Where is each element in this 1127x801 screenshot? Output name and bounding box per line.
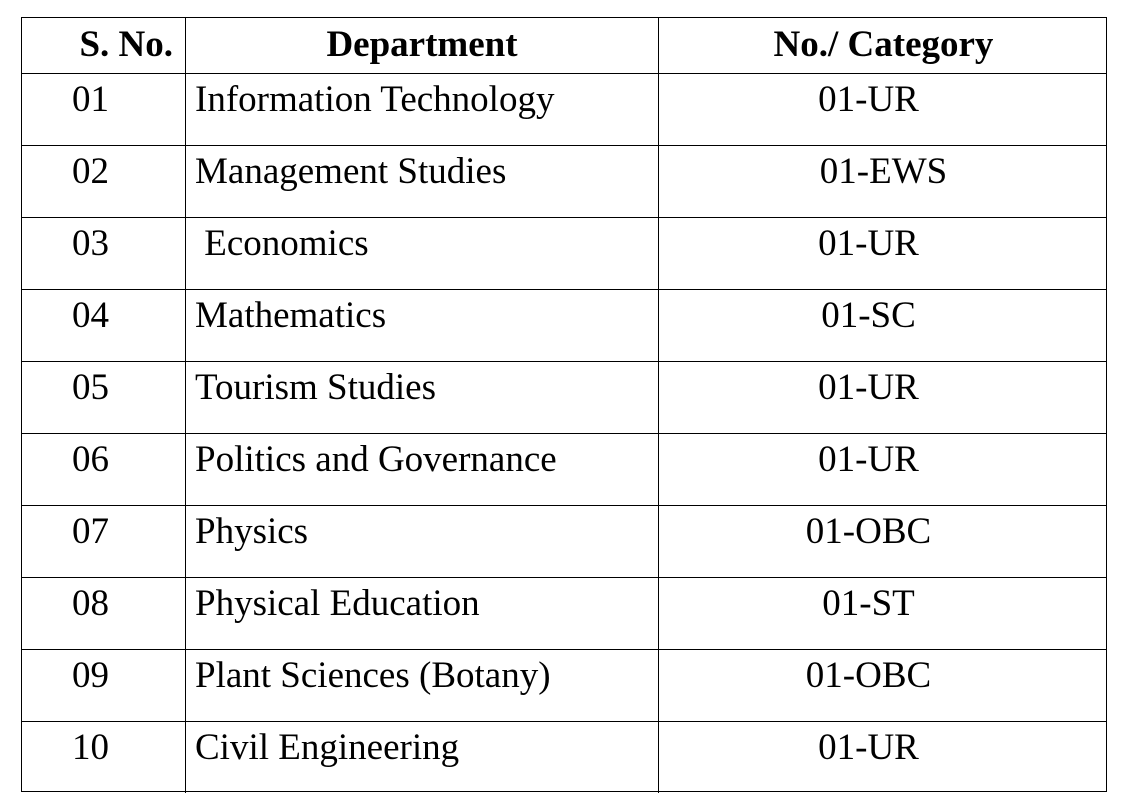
row-department: Physical Education: [186, 578, 659, 649]
table-row: [22, 434, 1106, 506]
row-department: Economics: [186, 218, 659, 289]
row-category: 01-OBC: [805, 511, 932, 552]
row-category: 01-UR: [818, 439, 919, 480]
row-category: 01-ST: [822, 583, 915, 624]
row-sno: 03: [22, 218, 186, 289]
row-category: 01-UR: [818, 223, 919, 264]
table-row: [22, 362, 1106, 434]
table-row: [22, 74, 1106, 146]
row-sno: 07: [22, 506, 186, 577]
row-department: Plant Sciences (Botany): [186, 650, 659, 721]
row-sno: 04: [22, 290, 186, 361]
header-sno: S. No.: [22, 18, 186, 73]
row-category: 01-UR: [818, 79, 919, 120]
row-department: Civil Engineering: [186, 722, 659, 793]
table-header-row: [22, 18, 1106, 74]
table-row: [22, 578, 1106, 650]
row-department: Tourism Studies: [186, 362, 659, 433]
row-sno: 08: [22, 578, 186, 649]
row-department: Mathematics: [186, 290, 659, 361]
table-row: [22, 146, 1106, 218]
row-sno: 09: [22, 650, 186, 721]
row-category: 01-UR: [818, 727, 919, 768]
row-sno: 06: [22, 434, 186, 505]
row-category: 01-EWS: [819, 151, 948, 192]
table-row: [22, 506, 1106, 578]
header-department: Department: [186, 18, 659, 73]
row-department: Information Technology: [186, 74, 659, 145]
row-sno: 01: [22, 74, 186, 145]
row-sno: 02: [22, 146, 186, 217]
table-row: [22, 722, 1106, 793]
header-category: No./ Category: [773, 24, 994, 65]
row-category: 01-OBC: [805, 655, 932, 696]
table-row: [22, 218, 1106, 290]
row-category: 01-UR: [818, 367, 919, 408]
table-row: [22, 290, 1106, 362]
department-category-table: [21, 17, 1107, 792]
row-sno: 05: [22, 362, 186, 433]
row-department: Politics and Governance: [186, 434, 659, 505]
row-category: 01-SC: [821, 295, 916, 336]
row-department: Physics: [186, 506, 659, 577]
row-sno: 10: [22, 722, 186, 793]
row-department: Management Studies: [186, 146, 659, 217]
table-row: [22, 650, 1106, 722]
